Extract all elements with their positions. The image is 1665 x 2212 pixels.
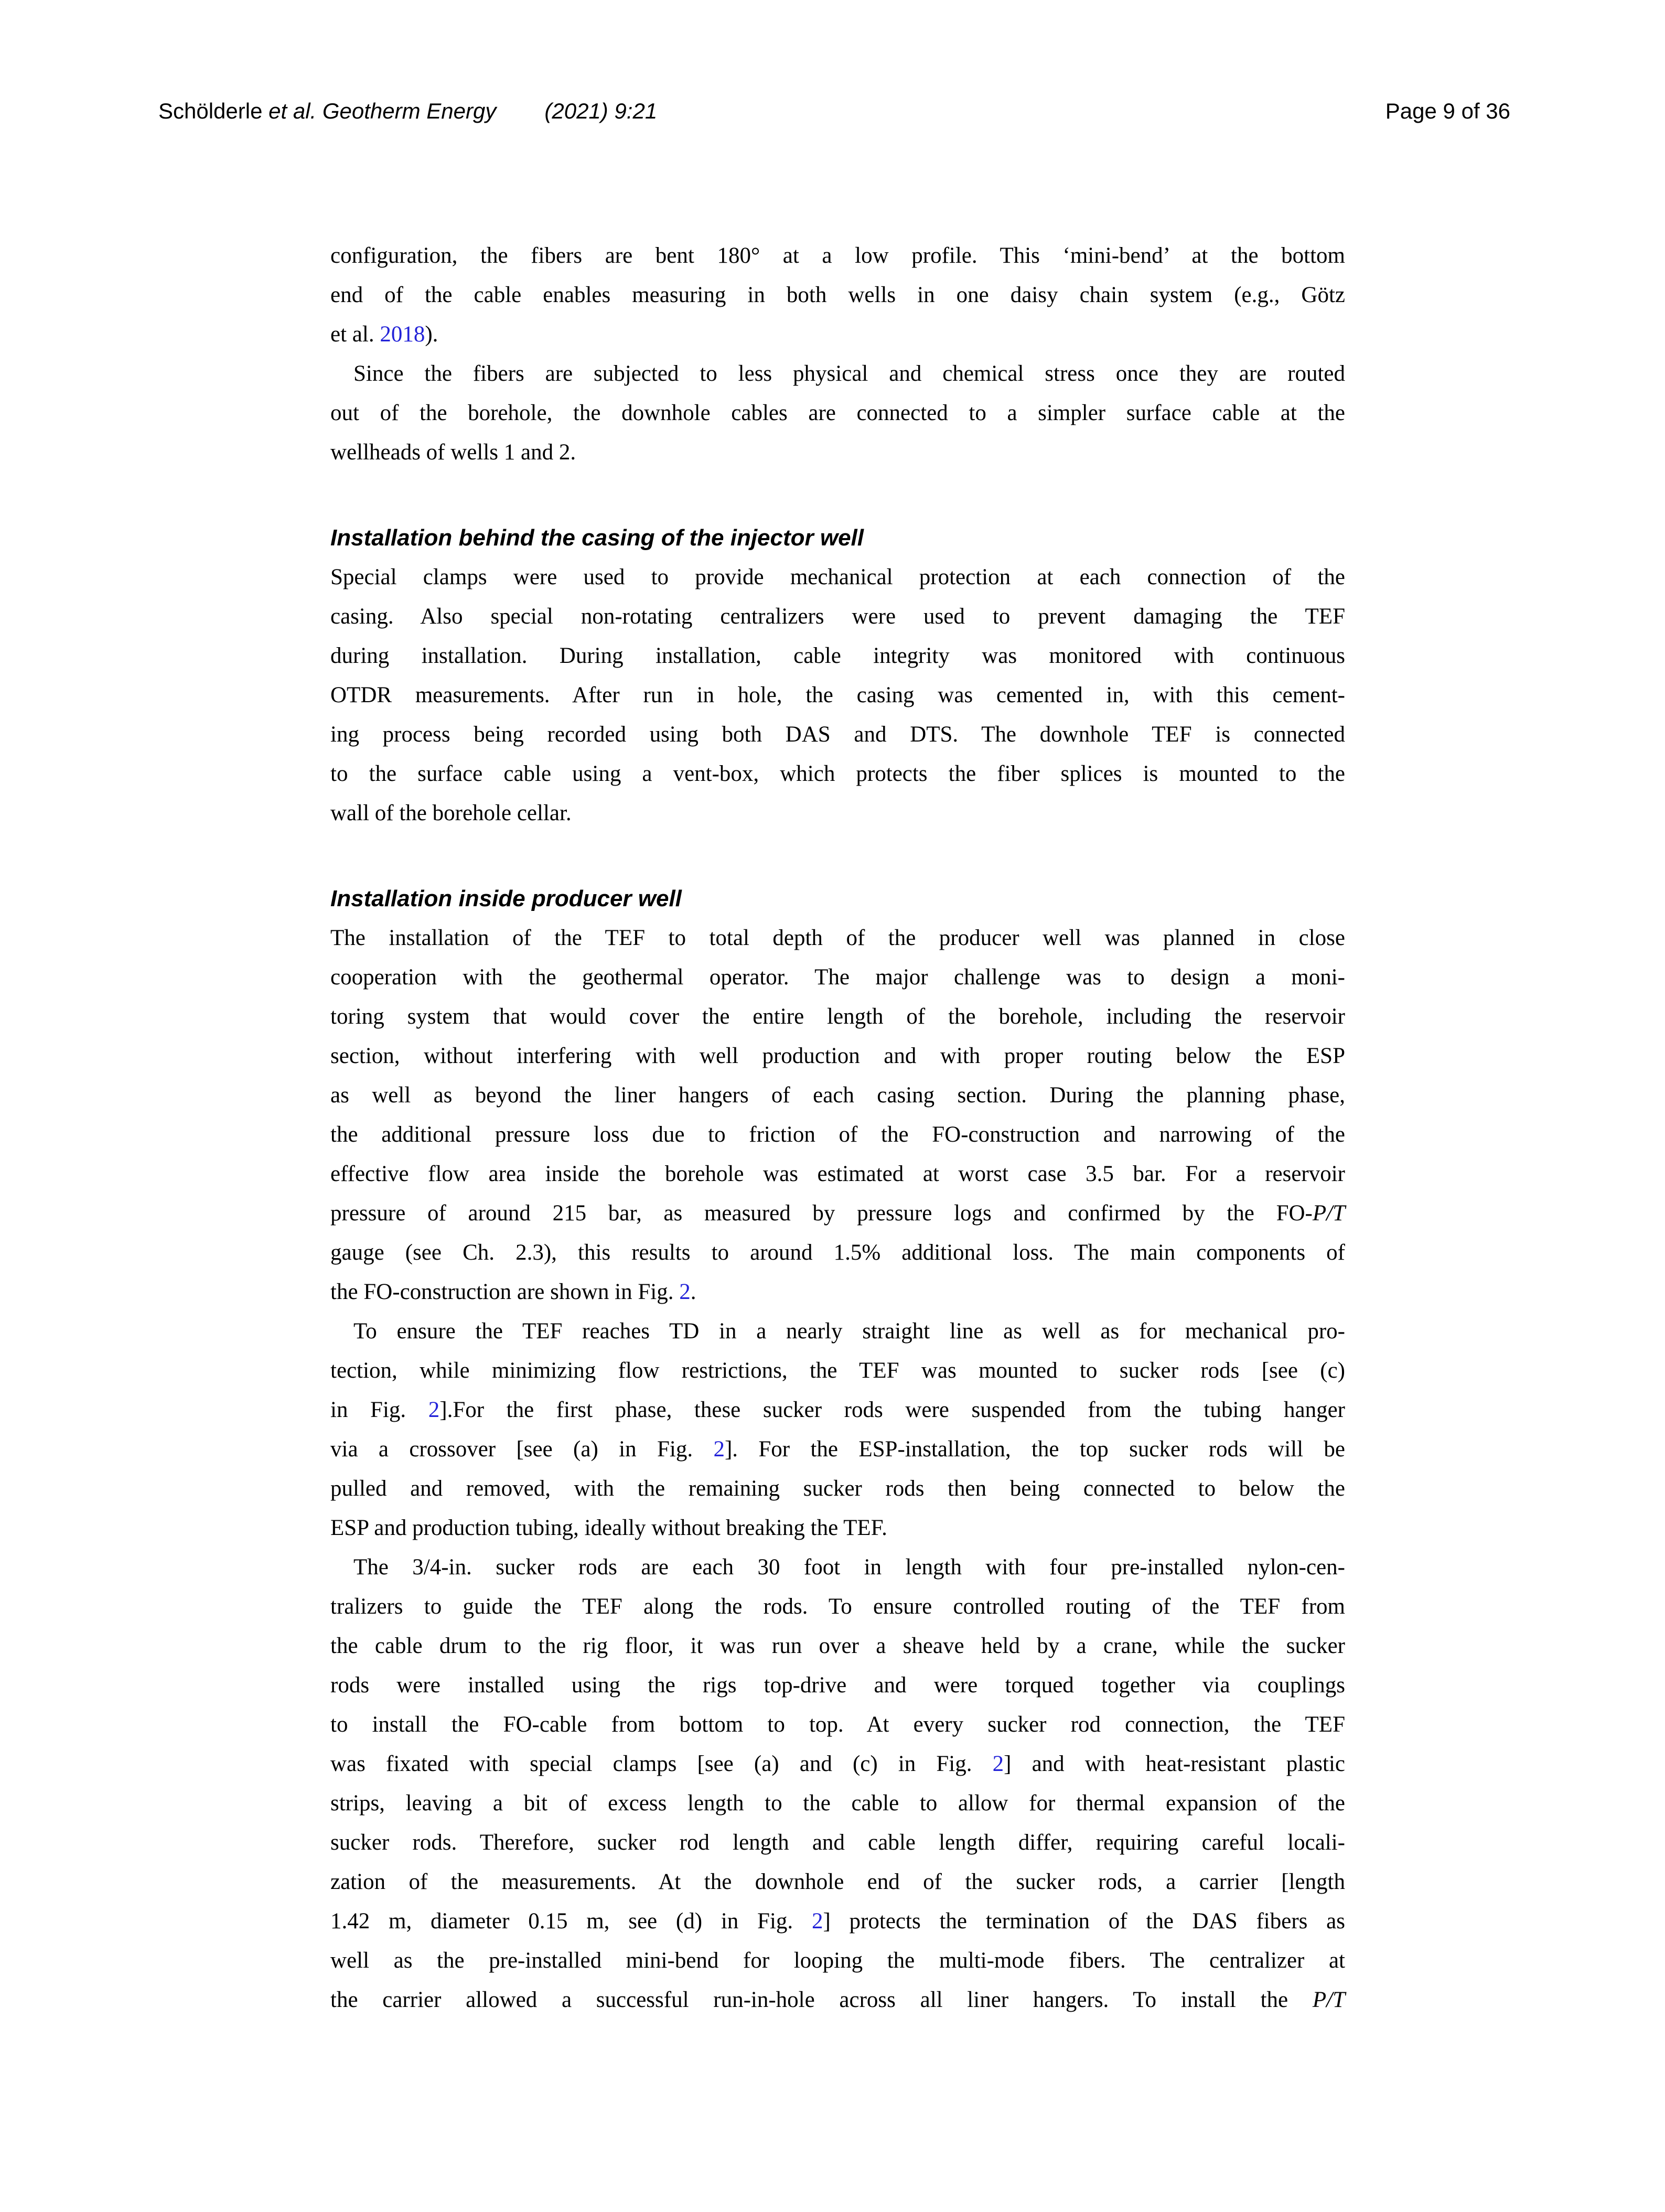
text-segment: gauge (see Ch. 2.3), this results to around 1.5% additional loss. The main components of	[330, 1240, 1345, 1265]
reference-link[interactable]: 2	[713, 1437, 725, 1462]
text-line	[330, 997, 1345, 1036]
text-segment: to the surface cable using a vent-box, which protects the fiber splices is mounted to the	[330, 761, 1345, 786]
text-segment: The 3/4-in. sucker rods are each 30 foot in length with four pre-installed nylon-cen-	[353, 1555, 1345, 1580]
text-segment: 1.42 m, diameter 0.15 m, see (d) in Fig.	[330, 1909, 812, 1934]
text-line	[330, 1233, 1345, 1272]
text-line	[330, 433, 1345, 472]
text-line	[330, 557, 1345, 597]
text-segment: tralizers to guide the TEF along the rods. To ensure controlled routing of the TEF from	[330, 1594, 1345, 1619]
text-segment: the carrier allowed a successful run-in-hole across all liner hangers. To install the	[330, 1988, 1313, 2012]
author-name: Schölderle	[158, 99, 263, 123]
text-segment: ].For the first phase, these sucker rods were suspended from the tubing hanger	[439, 1398, 1345, 1422]
text-segment: toring system that would cover the entire length of the borehole, including the reservoir	[330, 1004, 1345, 1029]
text-segment: ESP and production tubing, ideally without breaking the TEF.	[330, 1516, 887, 1540]
text-segment: ] and with heat-resistant plastic	[1004, 1752, 1345, 1776]
text-segment: was fixated with special clamps [see (a) and (c) in Fig.	[330, 1752, 993, 1776]
text-line	[330, 393, 1345, 433]
text-segment: well as the pre-installed mini-bend for looping the multi-mode fibers. The centralizer at	[330, 1948, 1345, 1973]
text-segment: to install the FO-cable from bottom to top. At every sucker rod connection, the TEF	[330, 1712, 1345, 1737]
text-segment: ] protects the termination of the DAS fibers as	[823, 1909, 1345, 1934]
text-line	[330, 1744, 1345, 1784]
text-line	[330, 354, 1345, 393]
text-line	[330, 1548, 1345, 1587]
text-line	[330, 597, 1345, 636]
text-segment: ).	[425, 322, 438, 347]
text-line	[330, 1508, 1345, 1548]
text-line	[330, 1902, 1345, 1941]
text-line	[330, 715, 1345, 754]
text-line	[330, 1469, 1345, 1508]
text-segment: end of the cable enables measuring in both wells in one daisy chain system (e.g., Götz	[330, 283, 1345, 307]
text-segment: zation of the measurements. At the downhole end of the sucker rods, a carrier [length	[330, 1870, 1345, 1894]
text-segment: effective flow area inside the borehole was estimated at worst case 3.5 bar. For a reservoir	[330, 1162, 1345, 1186]
text-line	[330, 1194, 1345, 1233]
text-segment: tection, while minimizing flow restrictions, the TEF was mounted to sucker rods [see (c)	[330, 1358, 1345, 1383]
text-segment: ]. For the ESP-installation, the top sucker rods will be	[724, 1437, 1346, 1462]
text-line	[330, 1430, 1345, 1469]
text-line	[330, 1154, 1345, 1194]
article-body	[330, 236, 1345, 2020]
text-segment: OTDR measurements. After run in hole, the casing was cemented in, with this cement-	[330, 683, 1345, 707]
page-number: Page 9 of 36	[1385, 99, 1510, 123]
text-segment: the additional pressure loss due to friction of the FO-construction and narrowing of the	[330, 1122, 1345, 1147]
text-line	[330, 1076, 1345, 1115]
text-segment: pressure of around 215 bar, as measured by pressure logs and confirmed by the FO-	[330, 1201, 1313, 1226]
reference-link[interactable]: 2	[679, 1280, 691, 1304]
text-line	[330, 958, 1345, 997]
text-segment: as well as beyond the liner hangers of each casing section. During the planning phase,	[330, 1083, 1345, 1108]
text-line	[330, 675, 1345, 715]
text-segment: Since the fibers are subjected to less physical and chemical stress once they are routed	[353, 361, 1345, 386]
text-segment: .	[690, 1280, 696, 1304]
text-segment: section, without interfering with well production and with proper routing below the ESP	[330, 1044, 1345, 1068]
text-segment: wellheads of wells 1 and 2.	[330, 440, 576, 465]
text-line	[330, 275, 1345, 315]
text-segment: sucker rods. Therefore, sucker rod length and cable length differ, requiring careful locali-	[330, 1830, 1345, 1855]
text-line	[330, 1823, 1345, 1862]
text-segment: To ensure the TEF reaches TD in a nearly straight line as well as for mechanical pro-	[353, 1319, 1345, 1344]
text-segment: pulled and removed, with the remaining sucker rods then being connected to below the	[330, 1476, 1345, 1501]
text-line	[330, 1390, 1345, 1430]
text-line	[330, 315, 1345, 354]
text-segment: during installation. During installation, cable integrity was monitored with continuous	[330, 643, 1345, 668]
text-line	[330, 918, 1345, 958]
text-line	[330, 1705, 1345, 1744]
text-segment: The installation of the TEF to total depth of the producer well was planned in close	[330, 926, 1345, 950]
reference-link[interactable]: 2	[811, 1909, 823, 1934]
running-head-left	[158, 98, 657, 125]
text-line	[330, 1036, 1345, 1076]
text-segment: cooperation with the geothermal operator. The major challenge was to design a moni-	[330, 965, 1345, 990]
text-segment: ing process being recorded using both DAS and DTS. The downhole TEF is connected	[330, 722, 1345, 747]
text-line	[330, 1941, 1345, 1980]
text-segment: via a crossover [see (a) in Fig.	[330, 1437, 714, 1462]
text-line	[330, 1312, 1345, 1351]
text-line	[330, 793, 1345, 833]
text-segment: the cable drum to the rig floor, it was run over a sheave held by a crane, while the sucker	[330, 1634, 1345, 1658]
text-line	[330, 1626, 1345, 1666]
text-line	[330, 1666, 1345, 1705]
section-heading: Installation behind the casing of the injector well	[330, 525, 864, 551]
text-segment: configuration, the fibers are bent 180° at a low profile. This ‘mini-bend’ at the bottom	[330, 243, 1345, 268]
text-line	[330, 1862, 1345, 1902]
text-segment: et al.	[330, 322, 380, 347]
text-line	[330, 236, 1345, 275]
journal-etal: et al. Geotherm Energy	[268, 99, 497, 123]
reference-link[interactable]: 2018	[380, 322, 425, 347]
text-segment: casing. Also special non-rotating centralizers were used to prevent damaging the TEF	[330, 604, 1345, 629]
text-segment: Special clamps were used to provide mechanical protection at each connection of the	[330, 565, 1345, 589]
section-heading: Installation inside producer well	[330, 886, 682, 911]
text-segment: P/T	[1312, 1201, 1345, 1226]
text-segment: P/T	[1312, 1988, 1345, 2012]
reference-link[interactable]: 2	[992, 1752, 1004, 1776]
text-line	[330, 754, 1345, 793]
text-segment: in Fig.	[330, 1398, 428, 1422]
text-segment: the FO-construction are shown in Fig.	[330, 1280, 680, 1304]
text-line	[330, 1115, 1345, 1154]
text-segment: wall of the borehole cellar.	[330, 801, 572, 825]
reference-link[interactable]: 2	[428, 1398, 440, 1422]
text-line	[330, 1784, 1345, 1823]
text-line	[330, 1587, 1345, 1626]
text-segment: strips, leaving a bit of excess length to the cable to allow for thermal expansion of the	[330, 1791, 1345, 1816]
text-segment: rods were installed using the rigs top-drive and were torqued together via couplings	[330, 1673, 1345, 1698]
text-line	[330, 1351, 1345, 1390]
text-segment: out of the borehole, the downhole cables are connected to a simpler surface cable at the	[330, 401, 1345, 425]
text-line	[330, 1980, 1345, 2020]
running-head	[158, 98, 1510, 125]
text-line	[330, 636, 1345, 675]
journal-citation: (2021) 9:21	[544, 99, 658, 123]
text-line	[330, 1272, 1345, 1312]
journal-name	[262, 99, 268, 123]
